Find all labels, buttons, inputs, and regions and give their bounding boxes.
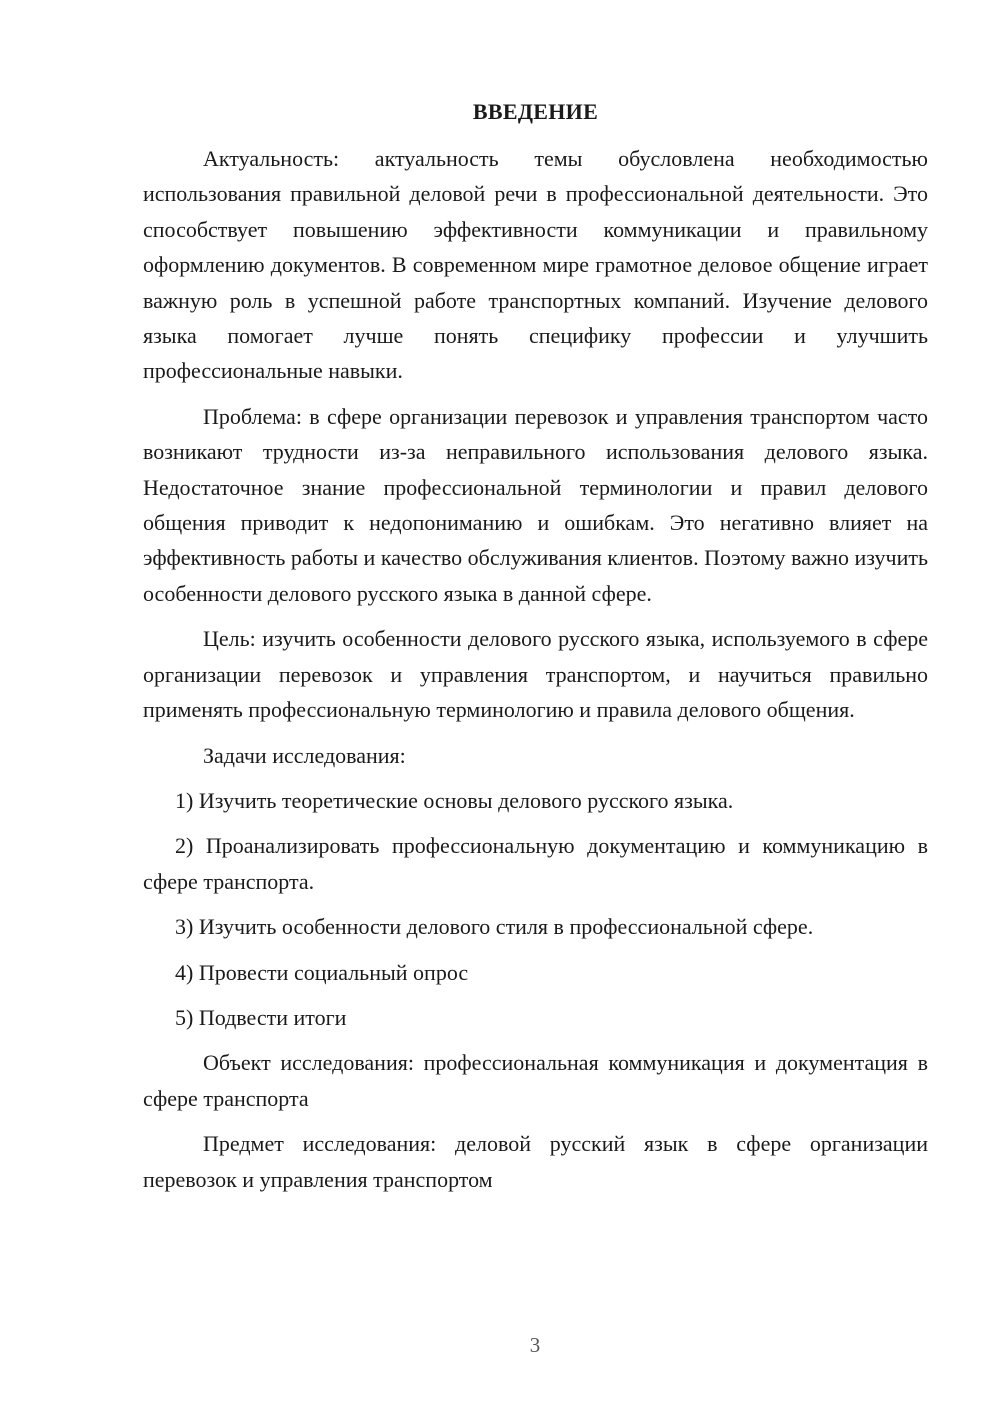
tasks-heading: Задачи исследования: [203, 742, 406, 768]
page-number: 3 [529, 1333, 541, 1357]
relevance-paragraph: Актуальность: актуальность темы обусловлена необходимостью использования правильной деловой речи в профессиональной деятельности. Это способствует повышению эффективности коммуникации и правильному оформлению документов. В современном мире грамотное деловое общение играет важную роль в успешной работе транспортных компаний. Изучение делового языка помогает лучше понять специфику профессии и улучшить профессиональные навыки. [143, 146, 928, 384]
object-paragraph: Объект исследования: профессиональная коммуникация и документация в сфере транспорта [143, 1050, 928, 1111]
list-item: 1) Изучить теоретические основы делового русского языка. [175, 787, 734, 813]
page-title: ВВЕДЕНИЕ [472, 99, 599, 124]
goal-paragraph: Цель: изучить особенности делового русского языка, используемого в сфере организации перевозок и управления транспортом, и научиться правильно применять профессиональную терминологию и правила делового общения. [143, 626, 928, 723]
problem-paragraph: Проблема: в сфере организации перевозок и управления транспортом часто возникают трудности из-за неправильного использования делового языка. Недостаточное знание профессиональной терминологии и правил делового общения приводит к недопониманию и ошибкам. Это негативно влияет на эффективность работы и качество обслуживания клиентов. Поэтому важно изучить особенности делового русского языка в данной сфере. [143, 403, 928, 606]
subject-paragraph: Предмет исследования: деловой русский язык в сфере организации перевозок и управления транспортом [143, 1131, 928, 1192]
list-item: 3) Изучить особенности делового стиля в профессиональной сфере. [175, 914, 814, 940]
list-item: 2) Проанализировать профессиональную документацию и коммуникацию в сфере транспорта. [143, 833, 928, 894]
list-item: 5) Подвести итоги [175, 1004, 347, 1030]
page-content [143, 94, 928, 1207]
list-item: 4) Провести социальный опрос [175, 959, 469, 985]
tasks-list [143, 783, 928, 1035]
